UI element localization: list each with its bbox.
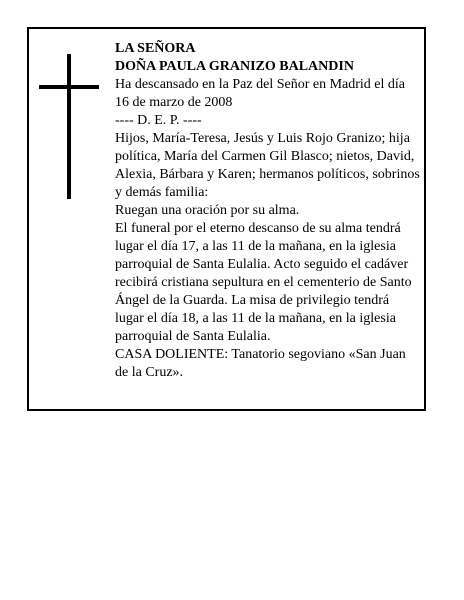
rip-line: ---- D. E. P. ----: [115, 113, 202, 128]
prayer-request: Ruegan una oración por su alma.: [115, 203, 300, 218]
cross-vertical-bar: [67, 54, 71, 199]
cross-horizontal-bar: [39, 85, 99, 89]
mourning-house: CASA DOLIENTE: Tanatorio segoviano «San Juan de la Cruz».: [115, 347, 406, 380]
cross-icon: [39, 54, 99, 199]
death-announcement: Ha descansado en la Paz del Señor en Madrid el día 16 de marzo de 2008: [115, 77, 406, 110]
obituary-text: [115, 40, 421, 382]
obituary-notice: [27, 27, 426, 411]
family-list: Hijos, María-Teresa, Jesús y Luis Rojo Granizo; hija política, María del Carmen Gil Blasco; nietos, David, Alexia, Bárbara y Karen; hermanos políticos, sobrinos y demás familia:: [115, 131, 420, 200]
notice-title: LA SEÑORA: [115, 41, 196, 56]
funeral-details: El funeral por el eterno descanso de su alma tendrá lugar el día 17, a las 11 de la mañana, en la iglesia parroquial de Santa Eulalia. Acto seguido el cadáver recibirá cristiana sepultura en el cementerio de Santo Ángel de la Guarda. La misa de privilegio tendrá lugar el día 18, a las 11 de la mañana, en la iglesia parroquial de Santa Eulalia.: [115, 221, 412, 344]
deceased-name: DOÑA PAULA GRANIZO BALANDIN: [115, 59, 354, 74]
